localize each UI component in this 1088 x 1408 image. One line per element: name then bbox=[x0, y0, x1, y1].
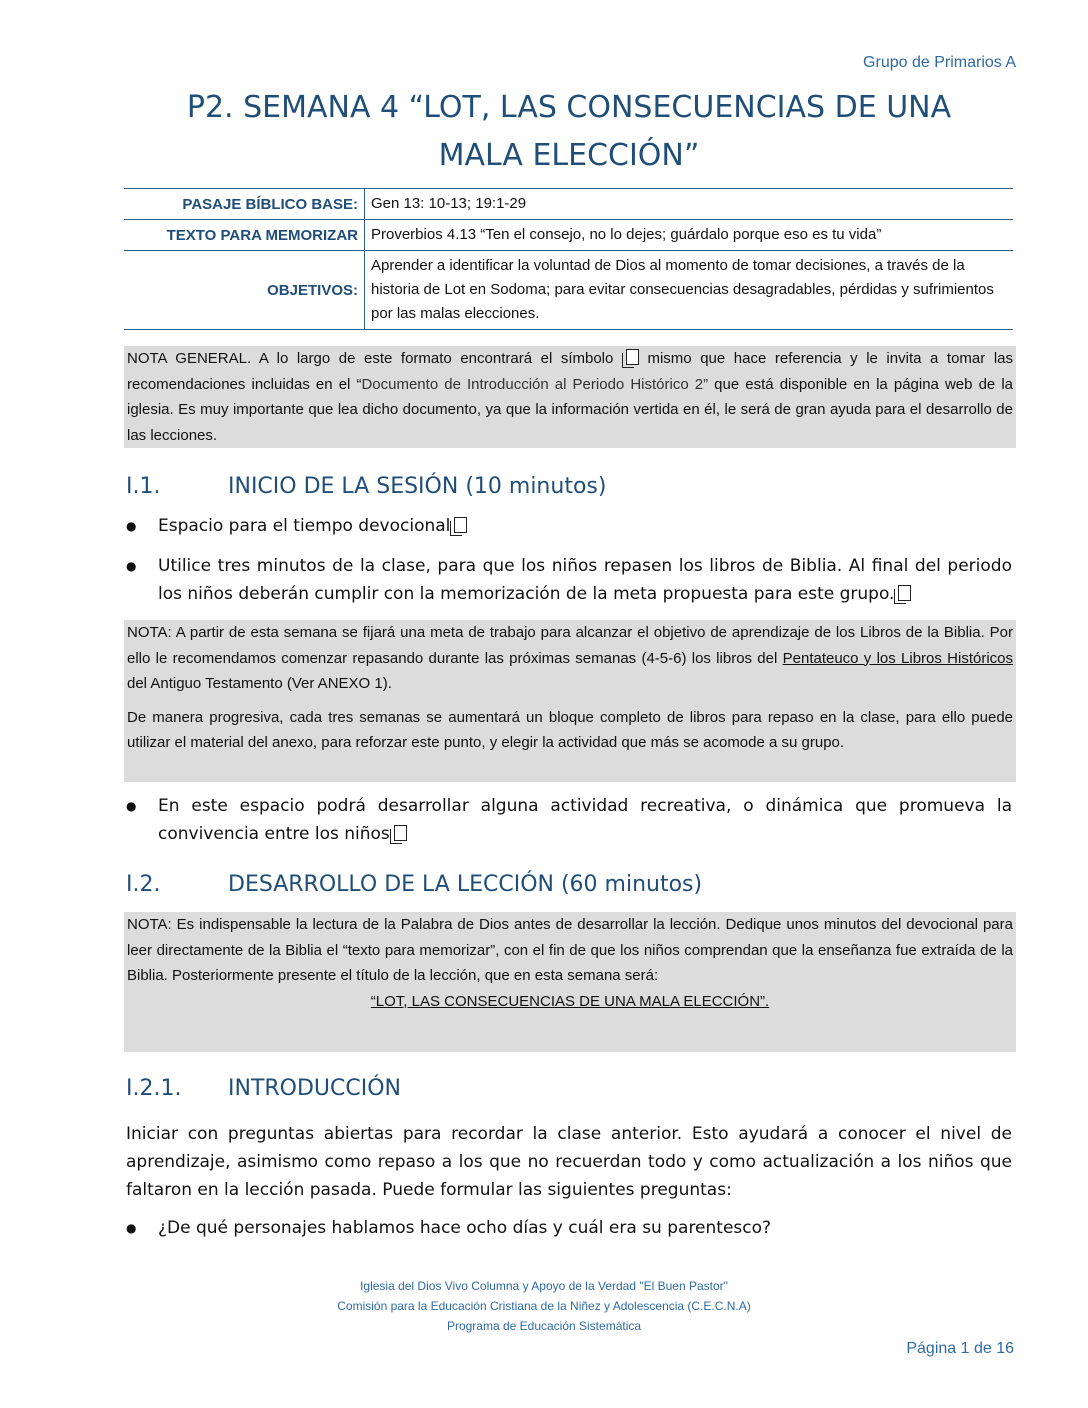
texto-value: Proverbios 4.13 “Ten el consejo, no lo dejes; guárdalo porque eso es tu vida” bbox=[365, 220, 1014, 251]
objetivos-row bbox=[124, 251, 1013, 330]
page-footer bbox=[124, 1276, 964, 1336]
pentateuco-link[interactable]: Pentateuco y los Libros Históricos bbox=[782, 649, 1014, 667]
bullet-dot-icon: ● bbox=[126, 559, 137, 573]
list-item-text: En este espacio podrá desarrollar alguna actividad recreativa, o dinámica que promueva la convivencia entre los niños bbox=[158, 796, 1012, 844]
nota-general-part2: mismo que hace referencia y le invita a tomar las recomendaciones incluidas en el “ bbox=[127, 350, 1013, 393]
texto-label: TEXTO PARA MEMORIZAR bbox=[124, 220, 365, 251]
page-number: Página 1 de 16 bbox=[906, 1340, 1014, 1357]
nota-general-box bbox=[124, 346, 1016, 448]
nota-libros-text-b: del Antiguo Testamento (Ver ANEXO 1). bbox=[127, 675, 392, 692]
group-label: Grupo de Primarios A bbox=[863, 54, 1016, 71]
title-line-1: P2. SEMANA 4 “LOT, LAS CONSECUENCIAS DE UNA bbox=[186, 90, 952, 125]
list-item bbox=[126, 512, 1012, 540]
lesson-title: “LOT, LAS CONSECUENCIAS DE UNA MALA ELECCIÓN”. bbox=[370, 992, 770, 1010]
objetivos-value: Aprender a identificar la voluntad de Dios al momento de tomar decisiones, a través de la historia de Lot en Sodoma; para evitar consecuencias desagradables, pérdidas y sufrimientos por las malas elecciones. bbox=[365, 251, 1014, 330]
page-title bbox=[124, 84, 1014, 180]
nota-desarrollo-box bbox=[124, 912, 1016, 1052]
section-heading-desarrollo bbox=[126, 872, 702, 897]
texto-row bbox=[124, 220, 1013, 251]
section-number: I.2.1. bbox=[126, 1076, 182, 1101]
section-title: INICIO DE LA SESIÓN (10 minutos) bbox=[228, 474, 607, 499]
section-heading-introduccion bbox=[126, 1076, 401, 1101]
section-number: I.2. bbox=[126, 872, 161, 897]
document-copy-icon bbox=[898, 585, 911, 601]
footer-line-3: Programa de Educación Sistemática bbox=[446, 1319, 642, 1333]
title-line-2: MALA ELECCIÓN” bbox=[438, 138, 700, 173]
nota-progresiva: De manera progresiva, cada tres semanas se aumentará un bloque completo de libros para repaso en la clase, para ello puede utilizar el material del anexo, para reforzar este punto, y elegir la actividad que más se acomode a su grupo. bbox=[127, 708, 1013, 751]
bullet-dot-icon: ● bbox=[126, 1221, 137, 1235]
pasaje-value: Gen 13: 10-13; 19:1-29 bbox=[365, 189, 1014, 220]
list-item bbox=[126, 792, 1012, 848]
list-item bbox=[126, 1214, 1012, 1242]
list-item bbox=[126, 552, 1012, 608]
objetivos-label: OBJETIVOS: bbox=[124, 251, 365, 330]
nota-general-part1: NOTA GENERAL. A lo largo de este formato encontrará el símbolo bbox=[127, 350, 614, 367]
bullet-dot-icon: ● bbox=[126, 799, 137, 813]
section-number: I.1. bbox=[126, 474, 161, 499]
nota-desarrollo-text: NOTA: Es indispensable la lectura de la Palabra de Dios antes de desarrollar la lección. Dedique unos minutos del devocional para leer directamente de la Biblia el “texto para memorizar”, con el fin de que los niños comprendan que la enseñanza fue extraída de la Biblia. Posteriormente presente el título de la lección, que en esta semana será: bbox=[127, 916, 1013, 984]
document-copy-icon bbox=[626, 349, 639, 365]
list-item-text: Utilice tres minutos de la clase, para que los niños repasen los libros de Biblia. Al final del periodo los niños deberán cumplir con la memorización de la meta propuesta para este grupo. bbox=[158, 556, 1012, 604]
nota-general-part3: que está disponible en la página web de la iglesia. Es muy importante que lea dicho documento, ya que la información vertida en él, le será de gran ayuda para el desarrollo de las lecciones. bbox=[127, 375, 1014, 444]
section-title: DESARROLLO DE LA LECCIÓN (60 minutos) bbox=[228, 872, 703, 897]
nota-libros-text-a: NOTA: A partir de esta semana se fijará una meta de trabajo para alcanzar el objetivo de aprendizaje de los Libros de la Biblia. Por ello le recomendamos comenzar repasando durante las próximas semanas (4-5-6) los libros del bbox=[127, 624, 1013, 667]
intro-paragraph: Iniciar con preguntas abiertas para recordar la clase anterior. Esto ayudará a conocer el nivel de aprendizaje, asimismo como repaso a los que no recuerdan todo y como actualización a los niños que faltaron en la lección pasada. Puede formular las siguientes preguntas: bbox=[126, 1124, 1012, 1200]
nota-libros-box bbox=[124, 620, 1016, 782]
intro-document-link[interactable]: Documento de Introducción al Periodo Histórico 2” bbox=[361, 375, 709, 393]
document-copy-icon bbox=[394, 825, 407, 841]
footer-line-2: Comisión para la Educación Cristiana de la Niñez y Adolescencia (C.E.C.N.A) bbox=[337, 1299, 751, 1313]
lesson-info-table bbox=[124, 188, 1013, 330]
section-title: INTRODUCCIÓN bbox=[228, 1076, 402, 1101]
pasaje-row bbox=[124, 189, 1013, 220]
bullet-dot-icon: ● bbox=[126, 519, 137, 533]
pasaje-label: PASAJE BÍBLICO BASE: bbox=[124, 189, 365, 220]
document-copy-icon bbox=[454, 517, 467, 533]
footer-line-1: Iglesia del Dios Vivo Columna y Apoyo de la Verdad "El Buen Pastor" bbox=[360, 1279, 728, 1293]
list-item-text: Espacio para el tiempo devocional bbox=[158, 516, 451, 536]
list-item-text: ¿De qué personajes hablamos hace ocho días y cuál era su parentesco? bbox=[158, 1218, 772, 1238]
section-heading-inicio bbox=[126, 474, 606, 499]
